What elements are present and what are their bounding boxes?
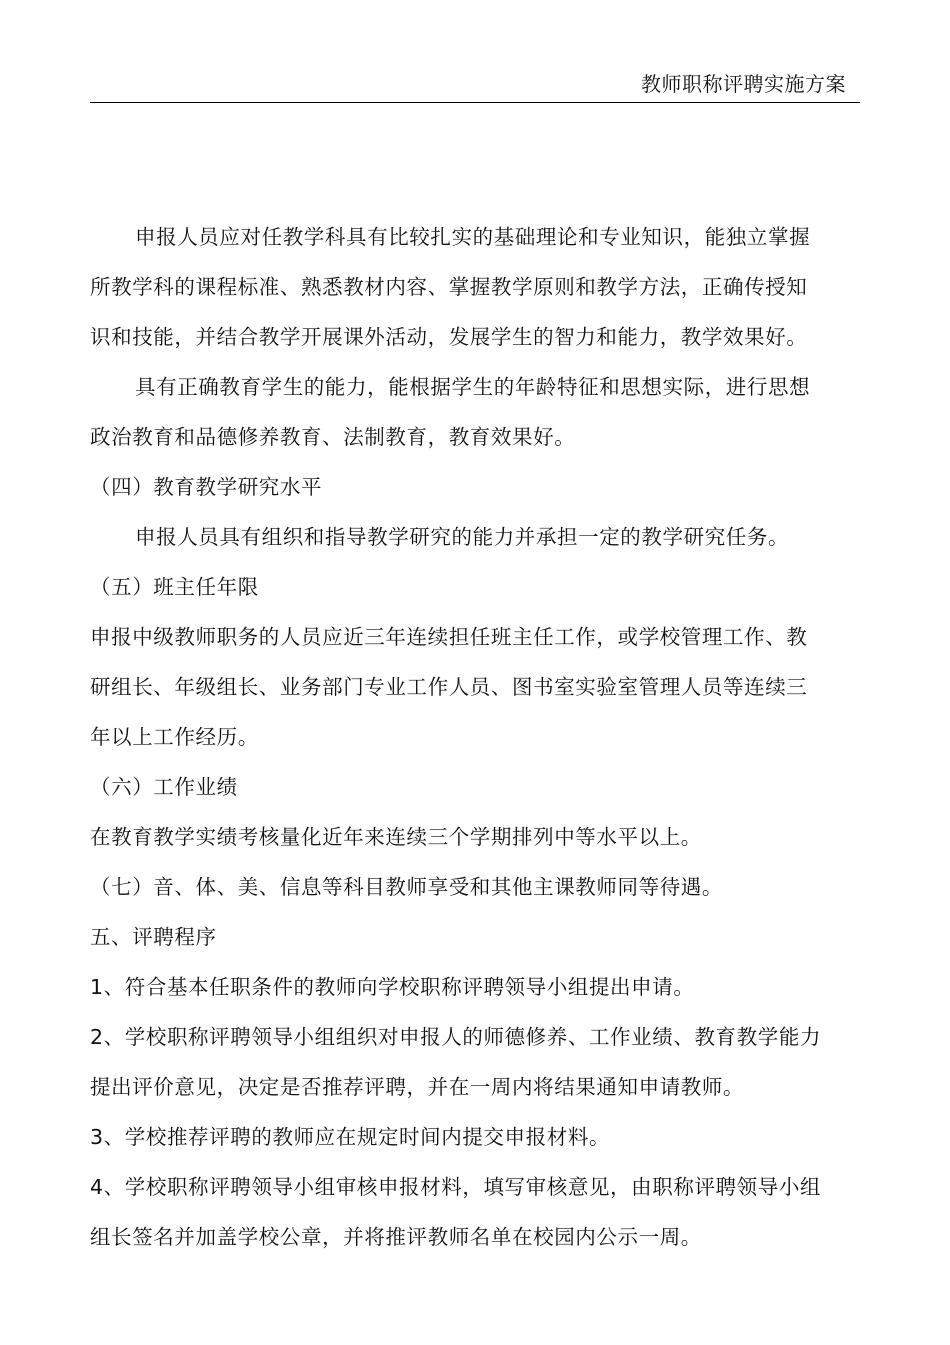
chapter-heading: 五、评聘程序	[90, 925, 217, 949]
paragraph-line: 年以上工作经历。	[90, 725, 259, 749]
paragraph-line: 申报中级教师职务的人员应近三年连续担任班主任工作，或学校管理工作、教	[90, 625, 808, 649]
list-item: 2、学校职称评聘领导小组组织对申报人的师德修养、工作业绩、教育教学能力	[90, 1025, 822, 1049]
paragraph-line: 申报人员具有组织和指导教学研究的能力并承担一定的教学研究任务。	[135, 525, 790, 549]
list-item: 4、学校职称评聘领导小组审核申报材料，填写审核意见，由职称评聘领导小组	[90, 1175, 822, 1199]
page-header	[90, 68, 860, 103]
paragraph-line: 所教学科的课程标准、熟悉教材内容、掌握教学原则和教学方法，正确传授知	[90, 275, 808, 299]
list-item: 1、符合基本任职条件的教师向学校职称评聘领导小组提出申请。	[90, 975, 695, 999]
paragraph-line: 在教育教学实绩考核量化近年来连续三个学期排列中等水平以上。	[90, 825, 702, 849]
list-item-continuation: 提出评价意见，决定是否推荐评聘，并在一周内将结果通知申请教师。	[90, 1075, 745, 1099]
section-heading: （五）班主任年限	[90, 575, 259, 599]
list-item-continuation: 组长签名并加盖学校公章，并将推评教师名单在校园内公示一周。	[90, 1225, 702, 1249]
document-title: 教师职称评聘实施方案	[641, 72, 846, 96]
paragraph-line: 具有正确教育学生的能力，能根据学生的年龄特征和思想实际，进行思想	[135, 375, 811, 399]
section-heading: （四）教育教学研究水平	[90, 475, 323, 499]
list-item: 3、学校推荐评聘的教师应在规定时间内提交申报材料。	[90, 1125, 611, 1149]
section-heading: （七）音、体、美、信息等科目教师享受和其他主课教师同等待遇。	[90, 875, 723, 899]
paragraph-line: 政治教育和品德修养教育、法制教育，教育效果好。	[90, 425, 576, 449]
document-body	[90, 212, 825, 1262]
paragraph-line: 申报人员应对任教学科具有比较扎实的基础理论和专业知识，能独立掌握	[135, 225, 811, 249]
paragraph-line: 识和技能，并结合教学开展课外活动，发展学生的智力和能力，教学效果好。	[90, 325, 808, 349]
paragraph-line: 研组长、年级组长、业务部门专业工作人员、图书室实验室管理人员等连续三	[90, 675, 808, 699]
section-heading: （六）工作业绩	[90, 775, 238, 799]
